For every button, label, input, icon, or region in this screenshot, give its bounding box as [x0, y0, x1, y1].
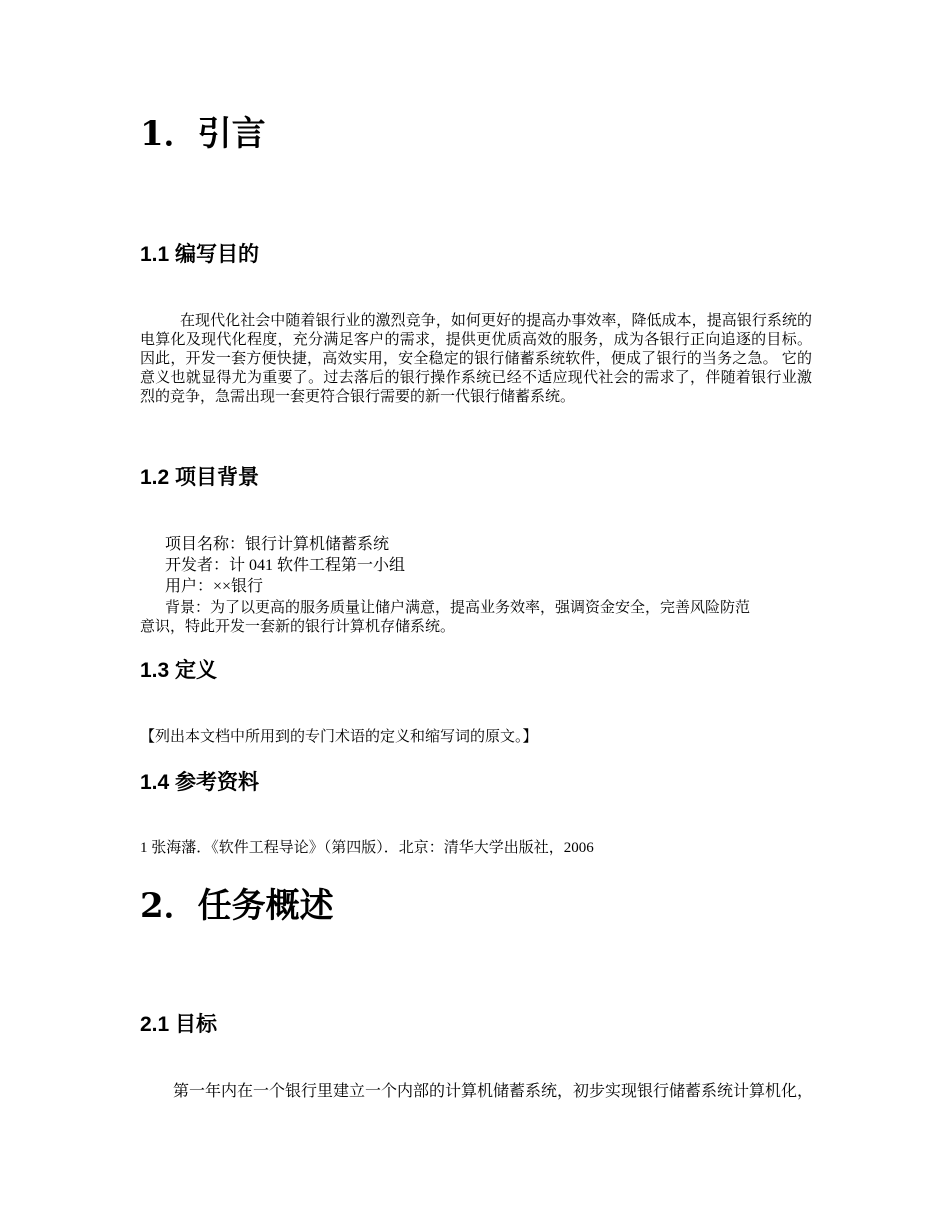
section-1-2-heading: 1.2 项目背景	[140, 466, 260, 489]
section-1-3-heading: 1.3 定义	[140, 659, 218, 682]
background-line-2: 意识，特此开发一套新的银行计算机存储系统。	[140, 619, 456, 635]
definition-placeholder-text: 【列出本文档中所用到的专门术语的定义和缩写词的原文。】	[140, 729, 538, 745]
section-2-heading: 2．任务概述	[140, 886, 334, 926]
background-line-1: 背景：为了以更高的服务质量让储户满意，提高业务效率，强调资金安全，完善风险防范	[165, 600, 751, 616]
section-1-4-heading: 1.4 参考资料	[140, 771, 260, 794]
reference-item: 1 张海藩．《软件工程导论》（第四版）．北京：清华大学出版社，2006	[140, 840, 594, 856]
goal-text: 第一年内在一个银行里建立一个内部的计算机储蓄系统，初步实现银行储蓄系统计算机化，	[173, 1083, 814, 1100]
user-line: 用户：××银行	[165, 578, 264, 595]
section-1-heading: 1．引言	[140, 114, 266, 154]
section-1-1-heading: 1.1 编写目的	[140, 243, 260, 266]
section-1-1-paragraph: 在现代化社会中随着银行业的激烈竞争，如何更好的提高办事效率，降低成本，提高银行系统的电算化及现代化程度，充分满足客户的需求，提供更优质高效的服务，成为各银行正向追逐的目标。因此，开发一套方便快捷，高效实用，安全稳定的银行储蓄系统软件，便成了银行的当务之急。 它的意义也就显得尤为重要了。过去落后的银行操作系统已经不适应现代社会的需求了，伴随着银行业激烈的竞争，急需出现一套更符合银行需要的新一代银行储蓄系统。	[140, 313, 812, 405]
section-2-1-heading: 2.1 目标	[140, 1013, 218, 1036]
developer-line: 开发者：计 041 软件工程第一小组	[165, 557, 406, 574]
project-name-line: 项目名称：银行计算机储蓄系统	[165, 536, 390, 553]
